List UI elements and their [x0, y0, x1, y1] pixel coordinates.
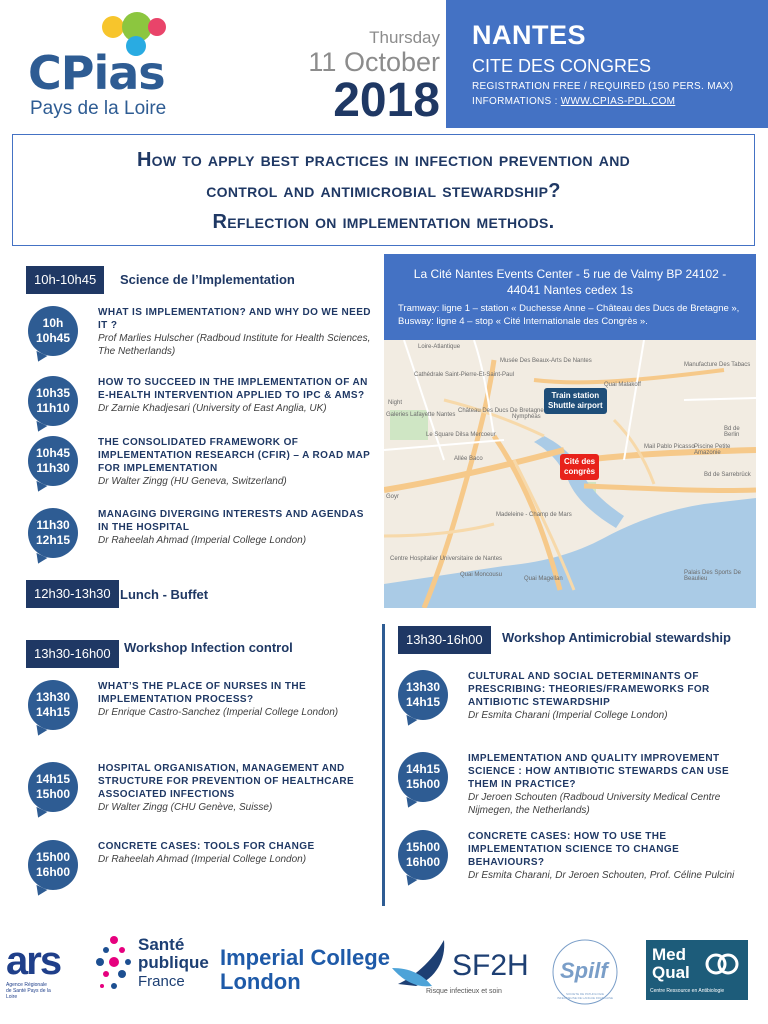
- talk-time-bubble: [28, 508, 78, 558]
- talk-title: HOSPITAL ORGANISATION, MANAGEMENT AND STRUCTURE FOR PREVENTION OF HEALTHCARE ASSOCIATED INFECTIONS: [98, 763, 355, 800]
- talk-start-time: 10h45: [35, 446, 71, 460]
- sante-publique-france-logo: [94, 934, 212, 1004]
- antimicrobial-workshop-title: Workshop Antimicrobial stewardship: [502, 630, 731, 645]
- event-year: 2018: [333, 74, 440, 127]
- imperial-line-1: Imperial College: [220, 945, 390, 970]
- talk-start-time: 15h00: [405, 840, 441, 854]
- logo-wordmark: CPias: [28, 46, 165, 100]
- lunch-time-badge: 12h30-13h30: [26, 580, 119, 608]
- talk-details: [98, 306, 376, 358]
- map-street-label: Quai Magellan: [524, 576, 563, 582]
- talk-start-time: 13h30: [405, 680, 441, 694]
- talk-title: MANAGING DIVERGING INTERESTS AND AGENDAS IN THE HOSPITAL: [98, 509, 364, 533]
- talk-speaker: Dr Zarnie Khadjesari (University of East Anglia, UK): [98, 403, 327, 414]
- title-line-3: Reflection on implementation methods.: [212, 211, 555, 233]
- talk-title: WHAT IS IMPLEMENTATION? AND WHY DO WE NEED IT ?: [98, 307, 371, 331]
- spf-line-1: Santé: [138, 935, 185, 954]
- map-street-label: Galeries Lafayette Nantes: [386, 412, 456, 418]
- map-street-label: Bd de Berlin: [724, 426, 740, 438]
- talk-end-time: 12h15: [35, 533, 71, 547]
- talk-end-time: 16h00: [405, 855, 441, 869]
- map-street-label: Quai Moncousu: [460, 572, 503, 578]
- talk-time-bubble: [28, 762, 78, 812]
- venue-address-line-1: La Cité Nantes Events Center - 5 rue de Valmy BP 24102 -: [413, 267, 727, 281]
- map-street-label: Quai Malakoff: [604, 382, 641, 388]
- map-street-label: Goyr: [386, 494, 400, 500]
- talk-speaker: Prof Marlies Hulscher (Radboud Institute for Health Sciences, The Netherlands): [98, 333, 371, 357]
- talk-speaker: Dr Walter Zingg (HU Geneva, Switzerland): [98, 476, 287, 487]
- ars-wordmark: ars: [6, 939, 61, 983]
- infection-workshop-title: Workshop Infection control: [124, 640, 293, 655]
- city-name: NANTES: [472, 20, 587, 50]
- event-date: [280, 28, 440, 126]
- talk-time-bubble: [398, 830, 448, 880]
- map-street-label: Centre Hospitalier Universitaire de Nantes: [390, 556, 503, 562]
- talk-time-bubble: [28, 680, 78, 730]
- map-street-label: Musée Des Beaux-Arts De Nantes: [500, 358, 592, 364]
- map-street-label: Château Des Ducs De Bretagne: [458, 408, 544, 414]
- talk-details: [98, 376, 376, 415]
- talk-details: [468, 830, 750, 882]
- talk-speaker: Dr Walter Zingg (CHU Genève, Suisse): [98, 802, 273, 813]
- sf2h-wordmark: SF2H: [452, 949, 529, 982]
- map-street-label: Piscine Petite Amazonie: [694, 444, 731, 456]
- medqual-line-1: Med: [652, 945, 686, 964]
- talk-end-time: 11h30: [36, 461, 70, 475]
- talk-speaker: Dr Raheelah Ahmad (Imperial College London): [98, 854, 307, 865]
- map-street-label: Cathédrale Saint-Pierre-Et-Saint-Paul: [414, 372, 515, 378]
- talk-start-time: 10h: [42, 316, 64, 330]
- train-pin-label-1: Train station: [551, 391, 600, 400]
- talk-time-bubble: [28, 376, 78, 426]
- sf2h-tagline: Risque infectieux et soin: [426, 988, 502, 995]
- antimicrobial-time-badge: 13h30-16h00: [398, 626, 491, 654]
- sf2h-leaf-icon: [392, 938, 456, 990]
- train-pin-label-2: Shuttle airport: [548, 401, 603, 410]
- talk-start-time: 11h30: [36, 518, 70, 532]
- map-street-label: Palais Des Sports De Beaulieu: [684, 570, 742, 582]
- spilf-logo: [550, 934, 620, 1010]
- website-link[interactable]: WWW.CPIAS-PDL.COM: [560, 96, 676, 107]
- talk-speaker: Dr Jeroen Schouten (Radboud University Medical Centre Nijmegen, the Netherlands): [468, 792, 721, 816]
- event-day-month: 11 October: [308, 47, 440, 77]
- talk-title: HOW TO SUCCEED IN THE IMPLEMENTATION OF AN E-HEALTH INTERVENTION APPLIED TO IPC & AMS?: [98, 377, 368, 401]
- map-street-label: Manufacture Des Tabacs: [684, 362, 751, 368]
- venue-panel: [384, 254, 756, 340]
- map-street-label: Madeleine - Champ de Mars: [496, 512, 572, 518]
- train-station-pin[interactable]: [544, 388, 607, 414]
- venue-pin-label-2: congrès: [564, 467, 596, 476]
- venue-pin-label-1: Cité des: [564, 457, 596, 466]
- medqual-tagline: Centre Ressource en Antibiologie: [650, 988, 725, 994]
- talk-details: [468, 670, 750, 722]
- talk-end-time: 11h10: [36, 401, 70, 415]
- venue-transport: Tramway: ligne 1 – station « Duchesse Anne – Château des Ducs de Bretagne », Busway: ligne 4 – stop « Cité Internationale des Congrès ».: [398, 303, 740, 327]
- science-session-title: Science de l’Implementation: [120, 272, 295, 287]
- talk-details: [468, 752, 750, 817]
- science-time-badge: 10h-10h45: [26, 266, 104, 294]
- info-label: INFORMATIONS :: [472, 96, 561, 107]
- location-banner: [446, 0, 768, 128]
- map-street-label: Allée Baco: [454, 456, 483, 462]
- title-line-1: How to apply best practices in infection prevention and: [136, 149, 631, 171]
- medqual-logo: [646, 940, 748, 1000]
- talk-title: IMPLEMENTATION AND QUALITY IMPROVEMENT SCIENCE : HOW ANTIBIOTIC STEWARDS CAN USE THEM IN PRACTICE?: [468, 753, 730, 790]
- talk-start-time: 14h15: [35, 772, 71, 786]
- medqual-line-2: Qual: [652, 963, 690, 982]
- talk-details: [98, 436, 376, 488]
- talk-speaker: Dr Esmita Charani (Imperial College London): [468, 710, 668, 721]
- spf-line-3: France: [138, 973, 185, 990]
- talk-start-time: 14h15: [405, 762, 441, 776]
- talk-details: [98, 762, 370, 814]
- spf-dots-icon: [94, 934, 134, 998]
- registration-info: REGISTRATION FREE / REQUIRED (150 PERS. MAX): [472, 81, 734, 92]
- column-divider: [382, 624, 385, 906]
- talk-end-time: 16h00: [35, 865, 71, 879]
- talk-time-bubble: [28, 840, 78, 890]
- talk-end-time: 14h15: [35, 705, 71, 719]
- talk-details: [98, 840, 370, 866]
- event-day: Thursday: [369, 28, 440, 47]
- talk-time-bubble: [398, 752, 448, 802]
- map-street-label: Bd de Sarrebrück: [704, 472, 751, 478]
- venue-map[interactable]: [384, 340, 756, 608]
- ars-logo: [6, 940, 88, 1000]
- talk-start-time: 15h00: [35, 850, 71, 864]
- map-street-label: Le Square Dilsa Mercoeur: [426, 432, 496, 438]
- talk-speaker: Dr Enrique Castro-Sanchez (Imperial College London): [98, 707, 339, 718]
- talk-details: [98, 680, 370, 719]
- talk-time-bubble: [398, 670, 448, 720]
- logo-subtitle: Pays de la Loire: [30, 98, 167, 119]
- imperial-line-2: London: [220, 969, 301, 994]
- talk-speaker: Dr Raheelah Ahmad (Imperial College London): [98, 535, 307, 546]
- talk-end-time: 15h00: [35, 787, 71, 801]
- spf-line-2: publique: [138, 953, 209, 972]
- talk-title: CONCRETE CASES: HOW TO USE THE IMPLEMENTATION SCIENCE TO CHANGE BEHAVIOURS?: [468, 831, 680, 868]
- talk-end-time: 14h15: [405, 695, 441, 709]
- talk-title: WHAT’S THE PLACE OF NURSES IN THE IMPLEMENTATION PROCESS?: [98, 681, 307, 705]
- info-line: [472, 96, 768, 107]
- infection-time-badge: 13h30-16h00: [26, 640, 119, 668]
- map-street-label: Mail Pablo Picasso: [644, 444, 695, 450]
- venue-pin[interactable]: [560, 454, 599, 480]
- talk-time-bubble: [28, 436, 78, 486]
- conference-title: [12, 134, 755, 246]
- medqual-loop-icon: [704, 946, 740, 982]
- venue-address-line-2: 44041 Nantes cedex 1s: [506, 283, 634, 297]
- map-street-label: Loire-Atlantique: [418, 344, 461, 350]
- imperial-college-logo: [220, 946, 390, 1002]
- cpias-logo: [22, 10, 192, 120]
- talk-speaker: Dr Esmita Charani, Dr Jeroen Schouten, Prof. Céline Pulcini: [468, 870, 735, 881]
- sf2h-logo: [392, 938, 529, 1006]
- title-line-2: control and antimicrobial stewardship?: [206, 180, 561, 202]
- talk-start-time: 13h30: [35, 690, 71, 704]
- talk-title: CULTURAL AND SOCIAL DETERMINANTS OF PRESCRIBING: THEORIES/FRAMEWORKS FOR ANTIBIOTIC STEWARDSHIP: [468, 671, 710, 708]
- ars-caption: Agence Régionale de Santé Pays de la Loire: [6, 982, 51, 1000]
- talk-details: [98, 508, 376, 547]
- map-street-label: Nymphéas: [512, 414, 541, 420]
- talk-end-time: 15h00: [405, 777, 441, 791]
- spilf-wordmark: Spilf: [560, 958, 608, 983]
- talk-title: CONCRETE CASES: TOOLS FOR CHANGE: [98, 841, 315, 852]
- partner-logos: [0, 930, 768, 1020]
- map-street-label: Night: [388, 400, 403, 406]
- talk-time-bubble: [28, 306, 78, 356]
- lunch-title: Lunch - Buffet: [120, 587, 209, 602]
- venue-name: CITE DES CONGRES: [472, 56, 652, 76]
- talk-end-time: 10h45: [35, 331, 71, 345]
- spilf-ring-text: SOCIETE DE PATHOLOGIE INFECTIEUSE DE LANGUE FRANCAISE: [556, 992, 613, 1000]
- talk-start-time: 10h35: [35, 386, 71, 400]
- talk-title: THE CONSOLIDATED FRAMEWORK OF IMPLEMENTATION RESEARCH (CFIR) – A ROAD MAP FOR IMPLEMENTATION: [98, 437, 371, 474]
